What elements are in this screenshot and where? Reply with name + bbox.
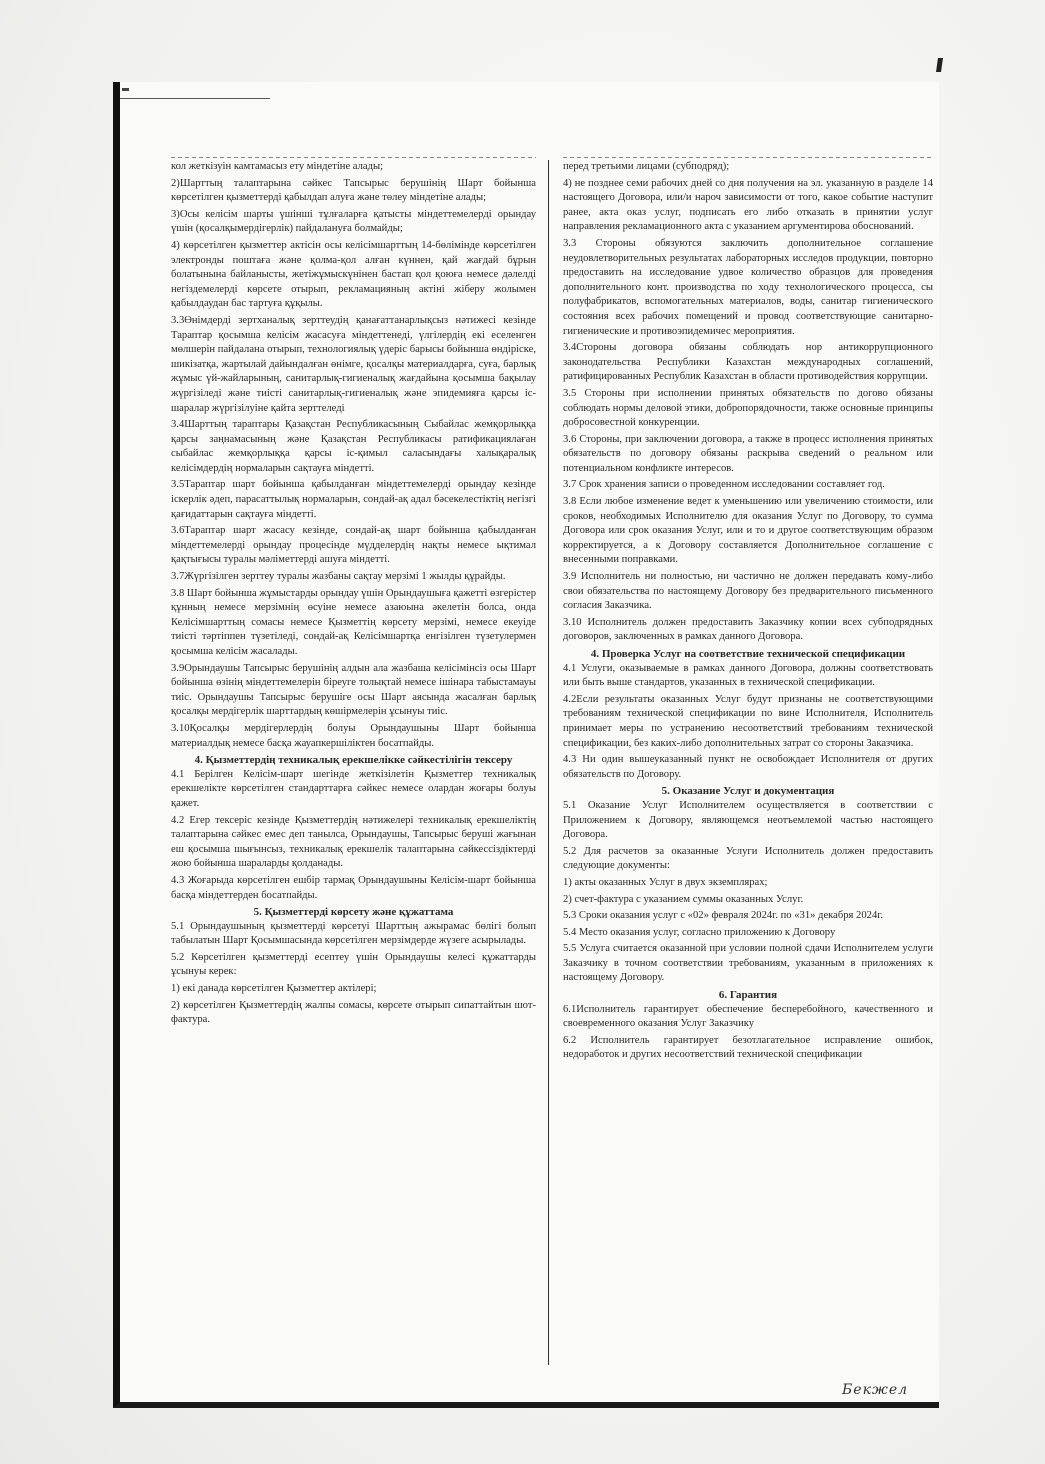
- paragraph: 3.8 Шарт бойынша жұмыстарды орындау үшін Орындаушыға қажетті өзгерістер құнның немесе мерзімнің өсуіне немесе азаюына әкелетін болса, онда Келісімшарттың сомасы немесе Қызметтің көрсету мерзімі, немесе екеуіде тиісті тәртіппен түзетіледі, сондай-ақ Келісімшартқа енгізілген түзетулермен қосымша келісім жасалады.: [171, 587, 536, 657]
- paragraph: кол жеткізуін камтамасыз ету міндетіне алады;: [171, 161, 384, 172]
- paragraph: 4) не позднее семи рабочих дней со дня получения на эл. указанную в разделе 14 настоящего Договора, или/и нароч зависимости от того, какое событие наступит ранее, акта оказ услуг, подписать его либо отказать в принятии услуг направления рекламационного акта с указанием аргументирова обоснований.: [563, 177, 933, 233]
- page-top-rule: [120, 98, 270, 99]
- paragraph: 2) счет-фактура с указанием суммы оказанных Услуг.: [563, 893, 804, 905]
- paragraph: 5.5 Услуга считается оказанной при условии полной сдачи Исполнителем услуги Заказчику в точном соответствии требованиям, указанным в приложениях к настоящему Договору.: [563, 943, 933, 984]
- paragraph: 3.5Тараптар шарт бойынша қабылданған міндеттемелерді орындау кезінде іскерлік әдеп, парасаттылық нормаларын, сондай-ақ адал бәсекелестіктің негізгі қағидаттарын сақтауға міндетті.: [171, 479, 536, 520]
- paragraph: 3.5 Стороны при исполнении принятых обязательств по догово обязаны соблюдать нормы деловой этики, добропорядочности, также основные принципы добросовестной конкуренции.: [563, 387, 933, 429]
- paragraph: 2)Шарттың талаптарына сәйкес Тапсырыс берушінің Шарт бойынша көрсетілген қызметтерді қабылдап алуға және төлеу міндетіне алады;: [171, 177, 536, 204]
- paragraph: 3.6Тараптар шарт жасасу кезінде, сондай-ақ шарт бойынша қабылданған міндеттемелерді орындау процесінде мүдделердің нақты немесе ықтимал қақтығысы туралы мәліметтерді ашуға міндетті.: [171, 525, 536, 566]
- section-heading: 5. Қызметтерді көрсету және құжаттама: [253, 906, 454, 919]
- paragraph: 5.4 Место оказания услуг, согласно приложению к Договору: [563, 926, 836, 938]
- paragraph: 6.2 Исполнитель гарантирует безотлагательное исправление ошибок, недоработок и других несоответствий технической спецификации: [563, 1034, 933, 1061]
- right-column-russian: [563, 160, 933, 1065]
- paragraph: перед третьими лицами (субподряд);: [563, 161, 730, 172]
- section-heading: 4. Қызметтердің техникалық ерекшелікке сәйкестілігін тексеру: [194, 754, 513, 767]
- left-column-kazakh: [171, 160, 536, 1030]
- section-heading: 5. Оказание Услуг и документация: [661, 785, 835, 798]
- paragraph: 2) көрсетілген Қызметтердің жалпы сомасы, көрсете отырып сипаттайтын шот-фактура.: [171, 999, 536, 1026]
- paragraph: 4.1 Берілген Келісім-шарт шегінде жеткізілетін Қызметтер техникалық ерекшелікте көрсетілген стандарттарға сәйкес немесе олардан жоғары болуы қажет.: [171, 768, 536, 809]
- paragraph: 3.4Шарттың тараптары Қазақстан Республикасының Сыбайлас жемқорлыққа қарсы заңнамасының және Қазақстан Республикасы ратификациялаған сыбайлас жемқорлыққа қарсы іс-қимыл саласындағы халықаралық келісімдердің нормаларын сақтауға міндетті.: [171, 419, 536, 474]
- paragraph: 3.4Стороны договора обязаны соблюдать нор антикоррупционного законодательства Республики Казахстан международных соглашений, ратифицированных Республик Казахстан в области противодействия коррупции.: [563, 342, 933, 383]
- paragraph: 4.2Если результаты оказанных Услуг будут признаны не соответствующими требованиям технической спецификации по вине Исполнителя, Исполнитель принимает меры по устранению несоответствий требованиям технической спецификации, без каких-либо дополнительных затрат со стороны Заказчика.: [563, 693, 933, 749]
- paragraph: 5.1 Орындаушының қызметтерді көрсетуі Шарттың ажырамас бөлігі болып табылатын Шарт Қосымшасында көрсетілген мерзімдерде жүзеге асырылады.: [171, 920, 536, 947]
- paragraph: 3.7 Срок хранения записи о проведенном исследовании составляет год.: [563, 479, 885, 491]
- paragraph: 4.3 Жоғарыда көрсетілген ешбір тармақ Орындаушыны Келісім-шарт бойынша басқа міндеттерден босатпайды.: [171, 874, 536, 901]
- paragraph: 3.7Жүргізілген зерттеу туралы жазбаны сақтау мерзімі 1 жылды құрайды.: [171, 571, 506, 583]
- left-column-top-rule: [171, 157, 536, 158]
- page-corner-mark: [122, 88, 129, 91]
- section-heading: 6. Гарантия: [718, 989, 778, 1002]
- signature: Бекжел: [842, 1382, 909, 1398]
- paragraph: 6.1Исполнитель гарантирует обеспечение бесперебойного, качественного и своевременного оказания Услуг Заказчику: [563, 1003, 933, 1030]
- paragraph: 3.9 Исполнитель ни полностью, ни частично не должен передавать кому-либо свои обязательства по настоящему Договору без предварительного письменного согласия Заказчика.: [563, 571, 933, 612]
- paragraph: 3.3 Стороны обязуются заключить дополнительное соглашение неудовлетворительных результатах лабораторных исследов продукции, повторно предоставить на исследование удвое количество образцов для проведения дополнительного конт. производства по ходу технологического процесса, сы полуфабрикатов, вспомогательных материалов, воды, санитар гигиенического состояния всех рабочих помещений и провод соответствующие санитарно-гигиенические и противоэпидемичес мероприятия.: [563, 237, 933, 337]
- paragraph: 4) көрсетілген қызметтер актісін осы келісімшарттың 14-бөлімінде көрсетілген электронды поштаға және қолма-қол алған күннен, қай жағдай бұрын болатынына байланысты, жетіжұмыскүнінен бастап қол қоюға немесе дәлелді негіздемелерді көрсете отырып, рекламацияның актіні жіберу жолымен қабылдаудан бас тартуға құқылы.: [171, 239, 536, 310]
- paragraph: 3.8 Если любое изменение ведет к уменьшению или увеличению стоимости, или сроков, необходимых Исполнителю для оказания Услуг по Договору, то сумма Договора или срок оказания Услуг, или и то и другое соответствующим образом корректируется, а к Договору составляется Дополнительное соглашение с внесенными поправками.: [563, 496, 933, 566]
- paragraph: 4.3 Ни один вышеуказанный пункт не освобождает Исполнителя от других обязательств по Договору.: [563, 754, 933, 780]
- paragraph: 3.10 Исполнитель должен предоставить Заказчику копии всех субподрядных договоров, заключенных в рамках данного Договора.: [563, 616, 933, 643]
- paragraph: 4.1 Услуги, оказываемые в рамках данного Договора, должны соответствовать или быть выше стандартов, указанных в технической спецификации.: [563, 662, 933, 689]
- paragraph: 5.1 Оказание Услуг Исполнителем осуществляется в соответствии с Приложением к Договору, являющемся неотъемлемой частью настоящего Договора.: [563, 799, 933, 841]
- paragraph: 3.6 Стороны, при заключении договора, а также в процесс исполнения принятых обязательств по договору обязаны раскрыва сведений о реальном или потенциальном конфликте интересов.: [563, 433, 933, 474]
- right-column-top-rule: [563, 157, 933, 158]
- paragraph: 5.3 Сроки оказания услуг с «02» февраля 2024г. по «31» декабря 2024г.: [563, 910, 884, 922]
- column-divider: [548, 160, 549, 1365]
- paragraph: 5.2 Көрсетілген қызметтерді есептеу үшін Орындаушы келесі құжаттарды ұсынуы керек:: [171, 951, 536, 978]
- section-heading: 4. Проверка Услуг на соответствие технической спецификации: [590, 648, 906, 660]
- paragraph: 4.2 Егер тексеріс кезінде Қызметтердің нәтижелері техникалық ерекшеліктің талаптарына сәйкес емес деп танылса, Орындаушы, Тапсырыс беруші жағынан еш қосымша шығынсыз, техникалық ерекшелік талаптарына сәйкессіздіктерді жою бойынша шараларды қолданады.: [171, 814, 536, 870]
- paragraph: 3.3Өнімдерді зертханалық зерттеудің қанағаттанарлықсыз нәтижесі кезінде Тараптар қосымша келісім жасасуға міндеттенеді, үлгілердің екі еселенген мөлшерін пайдалана отырып, технологиялық үдеріс барысы бойынша өндіріске, шикізатқа, жартылай дайындалған өнімге, қосалқы материалдарға, суға, барлық жұмыс үй-жайларының, санитарлық-гигиеналық жағдайына қосымша бақылау жүргізіледі және тиісті санитарлық-гигиеналық және эпидемияға қарсы іс-шаралар жүргізілуіне қайта зерттеледі: [171, 314, 536, 414]
- paragraph: 3.9Орындаушы Тапсырыс берушінің алдын ала жазбаша келісімінсіз осы Шарт бойынша өзінің міндеттемелерін біреуге толықтай немесе ішінара табыстамауы тиіс. Орындаушы Тапсырыс берушіге осы Шарт аясында жасалған барлық қосалқы мердігерлік шарттардың көшірмелерін ұсынуы тиіс.: [171, 662, 536, 718]
- paragraph: 3)Осы келісім шарты үшінші тұлғаларға қатысты міндеттемелерді орындау үшін (қосалқымердігерлік) пайдалануға болмайды;: [171, 208, 536, 235]
- paragraph: 5.2 Для расчетов за оказанные Услуги Исполнитель должен предоставить следующие документы:: [563, 845, 933, 872]
- paragraph: 3.10Қосалқы мердігерлердің болуы Орындаушыны Шарт бойынша материалдық немесе басқа жауапкершіліктен босатпайды.: [171, 722, 536, 749]
- paragraph: 1) екі данада көрсетілген Қызметтер актілері;: [171, 983, 377, 995]
- paragraph: 1) акты оказанных Услуг в двух экземплярах;: [563, 876, 768, 888]
